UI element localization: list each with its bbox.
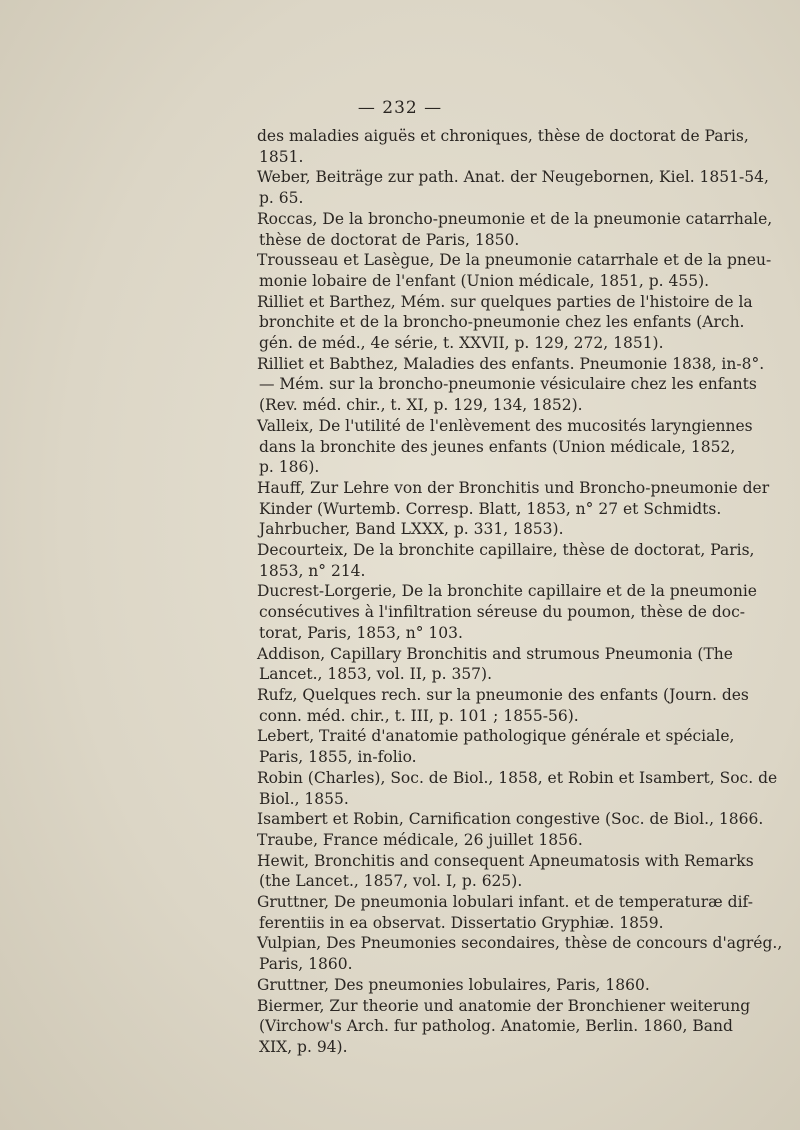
text-line: Rilliet et Babthez, Maladies des enfants. Pneumonie 1838, in-8°.	[257, 354, 765, 373]
text-line: Rufz, Quelques rech. sur la pneumonie des enfants (Journ. des	[257, 685, 749, 704]
text-line: Traube, France médicale, 26 juillet 1856.	[257, 830, 583, 849]
text-line: Decourteix, De la bronchite capillaire, thèse de doctorat, Paris,	[257, 541, 755, 560]
text-line: consécutives à l'infiltration séreuse du poumon, thèse de doc-	[259, 603, 746, 622]
text-line: — Mém. sur la broncho-pneumonie vésiculaire chez les enfants	[259, 375, 757, 394]
text-line: Lebert, Traité d'anatomie pathologique générale et spéciale,	[257, 727, 735, 746]
text-line: dans la bronchite des jeunes enfants (Union médicale, 1852,	[259, 437, 736, 456]
text-line: Biermer, Zur theorie und anatomie der Bronchiener weiterung	[257, 996, 751, 1015]
text-line: Roccas, De la broncho-pneumonie et de la pneumonie catarrhale,	[257, 209, 773, 228]
text-line: p. 186).	[259, 458, 320, 477]
text-line: Kinder (Wurtemb. Corresp. Blatt, 1853, n° 27 et Schmidts.	[259, 499, 722, 518]
text-line: (Virchow's Arch. fur patholog. Anatomie, Berlin. 1860, Band	[259, 1017, 733, 1036]
text-line: gén. de méd., 4e série, t. XXVII, p. 129, 272, 1851).	[259, 334, 664, 353]
text-line: Gruttner, Des pneumonies lobulaires, Paris, 1860.	[257, 975, 650, 994]
text-line: (the Lancet., 1857, vol. I, p. 625).	[259, 872, 523, 891]
text-line: Trousseau et Lasègue, De la pneumonie catarrhale et de la pneu-	[257, 251, 772, 270]
text-line: Valleix, De l'utilité de l'enlèvement des mucosités laryngiennes	[257, 416, 753, 435]
bibliography-list	[257, 126, 783, 1058]
text-line: Ducrest-Lorgerie, De la bronchite capillaire et de la pneumonie	[257, 582, 757, 601]
text-line: bronchite et de la broncho-pneumonie chez les enfants (Arch.	[259, 313, 745, 332]
text-line: ferentiis in ea observat. Dissertatio Gryphiæ. 1859.	[259, 913, 664, 932]
text-line: Robin (Charles), Soc. de Biol., 1858, et Robin et Isambert, Soc. de	[257, 768, 778, 787]
text-line: des maladies aiguës et chroniques, thèse de doctorat de Paris,	[257, 127, 749, 145]
text-line: Jahrbucher, Band LXXX, p. 331, 1853).	[259, 520, 564, 539]
text-line: torat, Paris, 1853, n° 103.	[259, 623, 463, 642]
text-line: 1851.	[259, 147, 304, 166]
text-line: Isambert et Robin, Carnification congestive (Soc. de Biol., 1866.	[257, 810, 764, 829]
text-line: Hewit, Bronchitis and consequent Apneumatosis with Remarks	[257, 851, 754, 870]
text-line: Biol., 1855.	[259, 789, 349, 808]
text-line: Paris, 1860.	[259, 955, 353, 974]
text-line: Paris, 1855, in-folio.	[259, 748, 417, 767]
text-line: p. 65.	[259, 189, 304, 208]
text-line: Addison, Capillary Bronchitis and strumous Pneumonia (The	[257, 644, 733, 663]
text-line: conn. méd. chir., t. III, p. 101 ; 1855-56).	[259, 706, 579, 725]
text-line: Rilliet et Barthez, Mém. sur quelques parties de l'histoire de la	[257, 292, 753, 311]
text-line: thèse de doctorat de Paris, 1850.	[259, 230, 520, 249]
text-line: Weber, Beiträge zur path. Anat. der Neugebornen, Kiel. 1851-54,	[257, 168, 769, 187]
text-line: (Rev. méd. chir., t. XI, p. 129, 134, 1852).	[259, 396, 583, 415]
text-line: monie lobaire de l'enfant (Union médicale, 1851, p. 455).	[259, 271, 710, 290]
text-line: Lancet., 1853, vol. II, p. 357).	[259, 665, 493, 684]
text-line: 1853, n° 214.	[259, 561, 366, 580]
page-number: — 232 —	[357, 98, 443, 118]
text-line: Gruttner, De pneumonia lobulari infant. et de temperaturæ dif-	[257, 893, 753, 912]
text-line: Vulpian, Des Pneumonies secondaires, thèse de concours d'agrég.,	[257, 934, 783, 953]
text-line: Hauff, Zur Lehre von der Bronchitis und Broncho-pneumonie der	[257, 478, 770, 497]
text-line: XIX, p. 94).	[259, 1037, 348, 1056]
